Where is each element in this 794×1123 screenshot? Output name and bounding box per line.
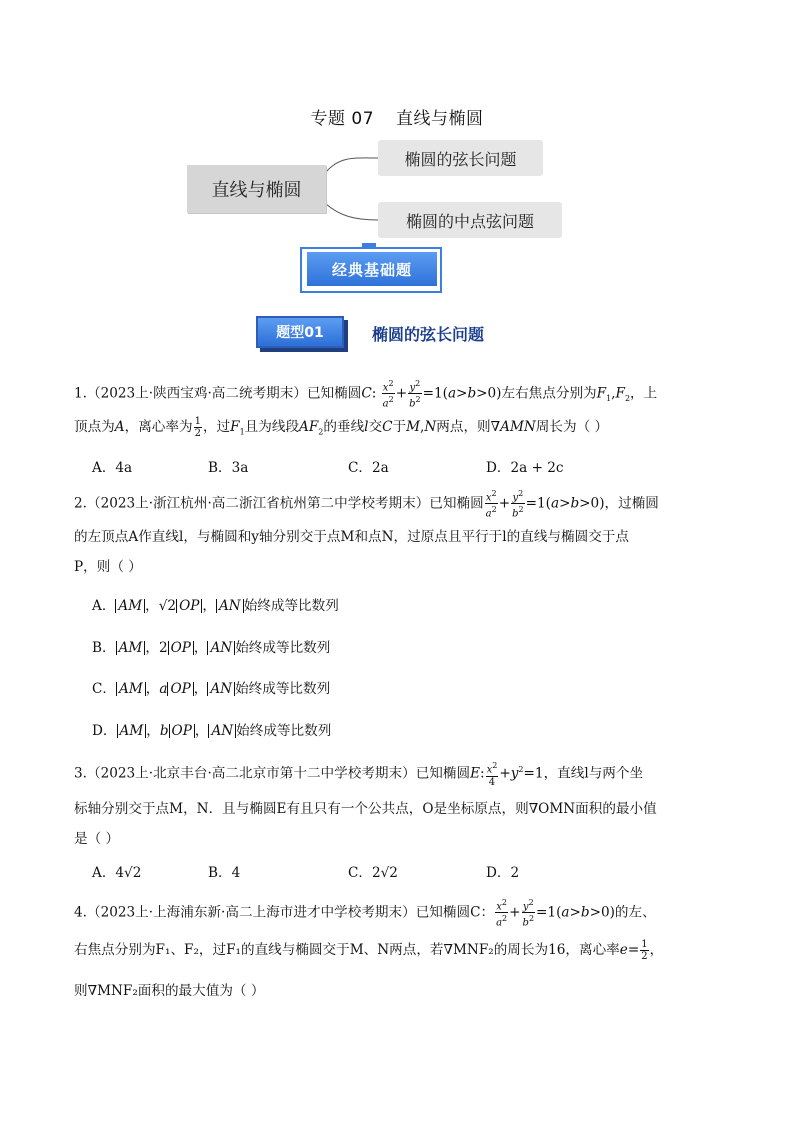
title-topic-name: 直线与椭圆 xyxy=(396,109,484,129)
question-1-option-c[interactable]: C．2a xyxy=(348,460,389,476)
question-3-option-b[interactable]: B．4 xyxy=(208,865,241,881)
question-type-title: 椭圆的弦长问题 xyxy=(372,325,485,344)
section-badge-label: 经典基础题 xyxy=(307,252,437,286)
question-2-option-b[interactable]: B． AM ，2 OP ， AN 始终成等比数列 xyxy=(92,640,331,656)
question-1-line-2: 顶点为A，离心率为 $\frac{1}{2}$ ，过$F_1$且为线段$AF_2$的垂线l交C于M,N两点，则∇AMN周长为（ ） xyxy=(74,416,609,439)
question-1-line-1: 1.（2023上·陕西宝鸡·高二统考期末）已知椭圆C: $\frac{x^2}{a^2}$ + $\frac{y^2}{b^2}$ =1(a>b>0)左右焦点分别为$F_1,F_2$，上 xyxy=(74,379,658,410)
question-3-line-3: 是（ ） xyxy=(74,831,120,847)
question-type-label: 题型01 xyxy=(256,316,344,348)
question-3-option-d[interactable]: D．2 xyxy=(486,865,520,881)
question-2-option-c[interactable]: C． AM ，a OP ， AN 始终成等比数列 xyxy=(92,681,331,697)
question-2-line-1: 2.（2023上·浙江杭州·高二浙江省杭州第二中学校考期末）已知椭圆 $\frac{x^2}{a^2}$ + $\frac{y^2}{b^2}$ =1(a>b>0)，过椭圆 xyxy=(74,489,659,520)
question-2-option-d[interactable]: D． AM ，b OP ， AN 始终成等比数列 xyxy=(92,723,332,739)
question-1-option-d[interactable]: D．2a + 2c xyxy=(486,460,564,476)
mindmap-leaf-chord-length: 椭圆的弦长问题 xyxy=(378,140,543,176)
question-3-line-2: 标轴分别交于点M，N．且与椭圆E有且只有一个公共点，O是坐标原点，则∇OMN面积的最小值 xyxy=(74,801,657,817)
question-3-option-c[interactable]: C．2√2 xyxy=(348,865,398,881)
mindmap-leaf-midpoint-chord: 椭圆的中点弦问题 xyxy=(378,202,562,238)
question-4-line-3: 则∇MNF₂面积的最大值为（ ） xyxy=(74,983,265,999)
page-title xyxy=(0,104,794,129)
mindmap-root: 直线与椭圆 xyxy=(187,165,326,213)
question-2-line-3: P，则（ ） xyxy=(74,559,142,575)
question-2-line-2: 的左顶点A作直线l，与椭圆和y轴分别交于点M和点N，过原点且平行于l的直线与椭圆交于点 xyxy=(74,529,629,545)
title-topic-number: 专题 07 xyxy=(310,109,375,129)
section-badge xyxy=(300,247,442,293)
question-1-option-a[interactable]: A．4a xyxy=(92,460,133,476)
question-3-line-1: 3.（2023上·北京丰台·高二北京市第十二中学校考期末）已知椭圆E: $\frac{x^2}{4}$ $+y^2=1$，直线l与两个坐 xyxy=(74,761,644,788)
question-4-line-2: 右焦点分别为F₁、F₂，过F₁的直线与椭圆交于M、N两点，若∇MNF₂的周长为16，离心率e= $\frac{1}{2}$ ， xyxy=(74,939,664,962)
question-3-option-a[interactable]: A．4√2 xyxy=(92,865,142,881)
question-1-option-b[interactable]: B．3a xyxy=(208,460,249,476)
question-2-option-a[interactable]: A． AM ，√2 OP ， AN 始终成等比数列 xyxy=(92,598,339,614)
question-type-badge xyxy=(256,316,348,350)
question-4-line-1: 4.（2023上·上海浦东新·高二上海市进才中学校考期末）已知椭圆C： $\frac{x^2}{a^2}$ + $\frac{y^2}{b^2}$ =1(a>b>0)的左、 xyxy=(74,898,656,929)
